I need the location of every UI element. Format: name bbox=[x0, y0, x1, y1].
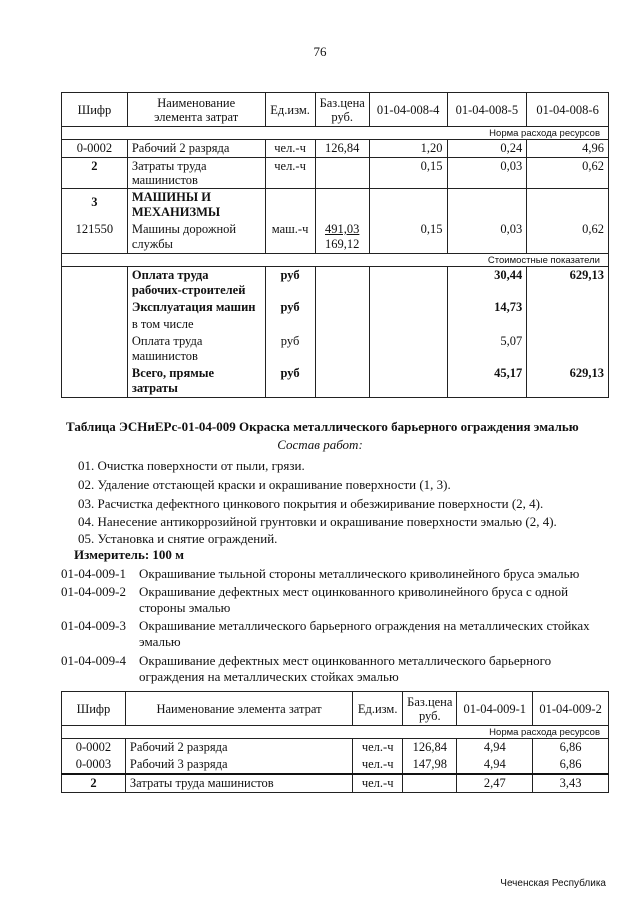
cost-name: Всего, прямые затраты bbox=[127, 365, 265, 398]
cost-row bbox=[62, 333, 609, 365]
row-value: 0,15 bbox=[369, 221, 447, 254]
cost-row bbox=[62, 365, 609, 398]
row-value: 3,43 bbox=[533, 774, 609, 793]
header-col-1: 01-04-009-1 bbox=[457, 692, 533, 726]
code-id: 01-04-009-1 bbox=[61, 566, 126, 581]
table-row bbox=[62, 189, 609, 222]
row-value: 0,62 bbox=[527, 221, 609, 254]
row-unit: чел.-ч bbox=[353, 739, 403, 757]
cost-value: 5,07 bbox=[447, 333, 527, 365]
row-value: 0,03 bbox=[447, 221, 527, 254]
row-unit: чел.-ч bbox=[353, 756, 403, 774]
cost-row bbox=[62, 299, 609, 316]
cost-value: 629,13 bbox=[527, 365, 609, 398]
header-price: Баз.цена руб. bbox=[315, 93, 369, 127]
cost-unit: руб bbox=[265, 299, 315, 316]
work-item: 04. Нанесение антикоррозийной грунтовки и окрашивание поверхности эмалью (2, 4). bbox=[78, 514, 557, 529]
row-value: 0,62 bbox=[527, 158, 609, 189]
row-price bbox=[403, 774, 457, 793]
row-price: 126,84 bbox=[315, 140, 369, 158]
resource-table-1 bbox=[61, 92, 609, 398]
footer-region: Чеченская Республика bbox=[500, 878, 606, 889]
cost-value bbox=[527, 299, 609, 316]
table-row bbox=[62, 140, 609, 158]
row-code: 121550 bbox=[62, 221, 128, 254]
meter-label: Измеритель: 100 м bbox=[74, 547, 185, 562]
row-code: 0-0003 bbox=[62, 756, 126, 774]
norm-label: Норма расхода ресурсов bbox=[62, 726, 609, 739]
header-col-1: 01-04-008-4 bbox=[369, 93, 447, 127]
code-text: Окрашивание тыльной стороны металлического криволинейного бруса эмалью bbox=[139, 566, 580, 581]
norm-label: Норма расхода ресурсов bbox=[62, 127, 609, 140]
cost-value: 45,17 bbox=[447, 365, 527, 398]
row-value: 2,47 bbox=[457, 774, 533, 793]
row-value: 0,15 bbox=[369, 158, 447, 189]
code-entry bbox=[61, 584, 601, 616]
work-item: 05. Установка и снятие ограждений. bbox=[78, 531, 278, 546]
row-name: Рабочий 3 разряда bbox=[125, 756, 352, 774]
row-value: 1,20 bbox=[369, 140, 447, 158]
row-code: 2 bbox=[62, 774, 126, 793]
work-item: 02. Удаление отстающей краски и окрашивание поверхности (1, 3). bbox=[78, 477, 451, 492]
row-name: Затраты труда машинистов bbox=[127, 158, 265, 189]
row-value: 0,03 bbox=[447, 158, 527, 189]
row-code: 0-0002 bbox=[62, 140, 128, 158]
table-title: Таблица ЭСНиЕРс-01-04-009 Окраска металлического барьерного ограждения эмалью bbox=[66, 419, 579, 434]
resource-table-2 bbox=[61, 691, 609, 793]
row-price-2: 169,12 bbox=[325, 237, 360, 251]
row-value: 4,94 bbox=[457, 756, 533, 774]
cost-unit: руб bbox=[265, 267, 315, 300]
header-price: Баз.цена руб. bbox=[403, 692, 457, 726]
row-price bbox=[315, 158, 369, 189]
cost-row bbox=[62, 267, 609, 300]
header-col-2: 01-04-008-5 bbox=[447, 93, 527, 127]
row-name: Рабочий 2 разряда bbox=[125, 739, 352, 757]
header-code: Шифр bbox=[62, 93, 128, 127]
row-unit: чел.-ч bbox=[353, 774, 403, 793]
table-row bbox=[62, 158, 609, 189]
work-composition-title: Состав работ: bbox=[277, 437, 363, 452]
cost-name: Оплата труда рабочих-строителей bbox=[127, 267, 265, 300]
code-id: 01-04-009-4 bbox=[61, 653, 126, 668]
cost-value: 30,44 bbox=[447, 267, 527, 300]
code-entry bbox=[61, 653, 601, 685]
row-unit: маш.-ч bbox=[265, 221, 315, 254]
header-unit: Ед.изм. bbox=[265, 93, 315, 127]
row-price: 126,84 bbox=[403, 739, 457, 757]
code-id: 01-04-009-3 bbox=[61, 618, 126, 633]
cost-value: 629,13 bbox=[527, 267, 609, 300]
code-text: Окрашивание дефектных мест оцинкованного криволинейного бруса с одной стороны эмалью bbox=[139, 584, 569, 615]
row-value: 0,24 bbox=[447, 140, 527, 158]
cost-name: Эксплуатация машин bbox=[127, 299, 265, 316]
row-code: 0-0002 bbox=[62, 739, 126, 757]
work-item: 01. Очистка поверхности от пыли, грязи. bbox=[78, 458, 305, 473]
row-name: Машины дорожной службы bbox=[127, 221, 265, 254]
table-row bbox=[62, 739, 609, 757]
code-entry bbox=[61, 618, 601, 650]
row-code: 2 bbox=[62, 158, 128, 189]
cost-row bbox=[62, 316, 609, 333]
code-id: 01-04-009-2 bbox=[61, 584, 126, 599]
cost-name: в том числе bbox=[127, 316, 265, 333]
row-value: 4,94 bbox=[457, 739, 533, 757]
table-row bbox=[62, 221, 609, 254]
row-price: 147,98 bbox=[403, 756, 457, 774]
header-col-3: 01-04-008-6 bbox=[527, 93, 609, 127]
cost-label: Стоимостные показатели bbox=[62, 254, 609, 267]
row-unit: чел.-ч bbox=[265, 158, 315, 189]
row-unit: чел.-ч bbox=[265, 140, 315, 158]
row-value: 6,86 bbox=[533, 756, 609, 774]
row-price: 491,03 bbox=[325, 222, 360, 236]
row-value: 4,96 bbox=[527, 140, 609, 158]
table-row bbox=[62, 756, 609, 774]
row-name: Затраты труда машинистов bbox=[125, 774, 352, 793]
code-text: Окрашивание металлического барьерного ограждения на металлических стойках эмалью bbox=[139, 618, 590, 649]
row-name: Рабочий 2 разряда bbox=[127, 140, 265, 158]
row-name: МАШИНЫ И МЕХАНИЗМЫ bbox=[127, 189, 265, 222]
cost-value: 14,73 bbox=[447, 299, 527, 316]
header-col-2: 01-04-009-2 bbox=[533, 692, 609, 726]
code-text: Окрашивание дефектных мест оцинкованного металлического барьерного ограждения на металлических стойках эмалью bbox=[139, 653, 552, 684]
page-number: 76 bbox=[313, 44, 327, 59]
row-value: 6,86 bbox=[533, 739, 609, 757]
header-code: Шифр bbox=[62, 692, 126, 726]
header-unit: Ед.изм. bbox=[353, 692, 403, 726]
code-entry bbox=[61, 566, 601, 582]
header-name: Наименование элемента затрат bbox=[125, 692, 352, 726]
work-item: 03. Расчистка дефектного цинкового покрытия и обезжиривание поверхности (2, 4). bbox=[78, 496, 544, 511]
cost-name: Оплата труда машинистов bbox=[127, 333, 265, 365]
row-code: 3 bbox=[62, 189, 128, 222]
header-name: Наименование элемента затрат bbox=[127, 93, 265, 127]
table-row bbox=[62, 774, 609, 793]
cost-unit: руб bbox=[265, 333, 315, 365]
cost-unit: руб bbox=[265, 365, 315, 398]
